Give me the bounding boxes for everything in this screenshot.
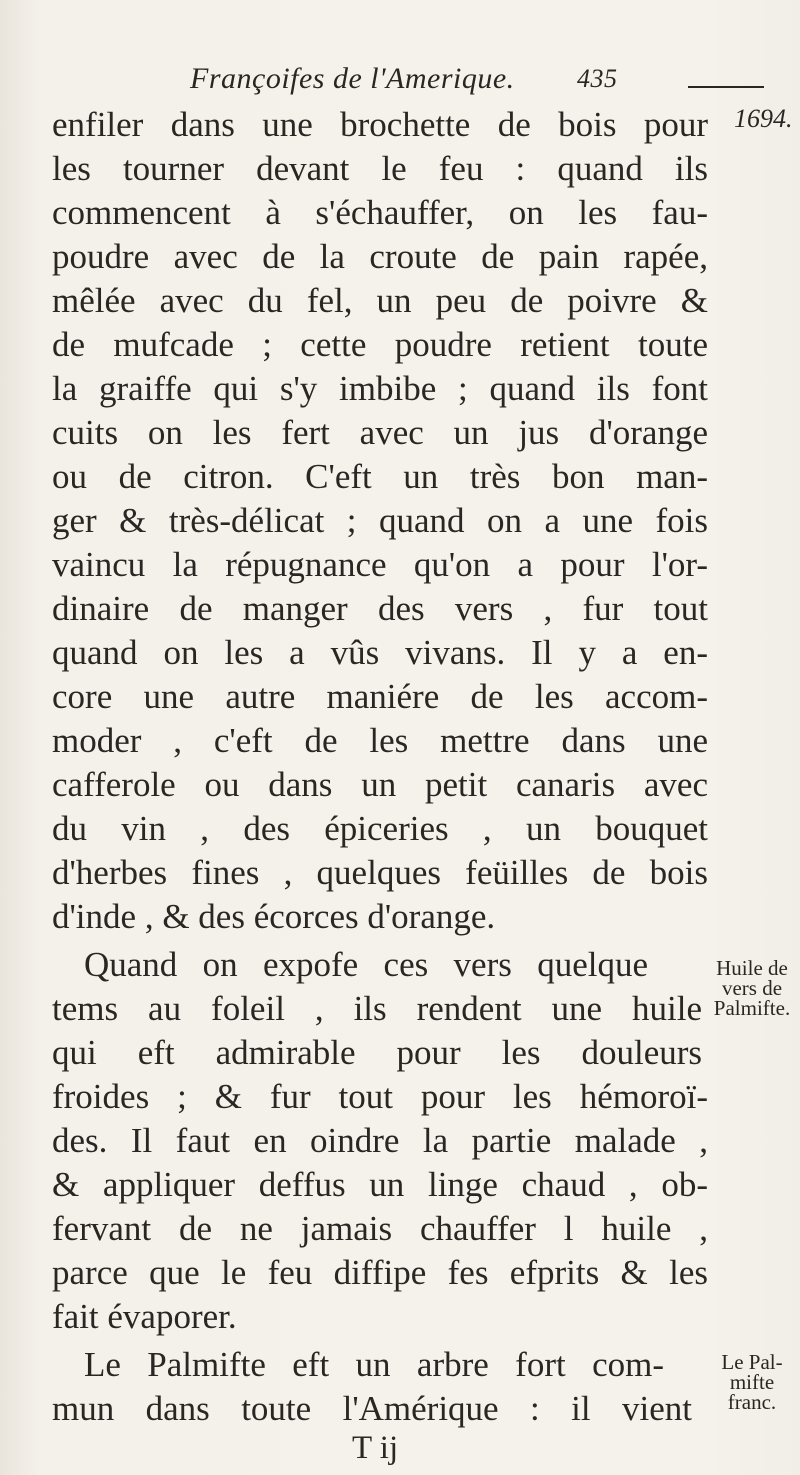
margin-note-line: Huile de	[716, 956, 788, 980]
text-line: cuits on les fert avec un jus d'orange	[52, 413, 708, 452]
margin-note-huile	[712, 958, 792, 1018]
text-line: froides ; & fur tout pour les hémoroï-	[52, 1077, 708, 1116]
text-line: moder , c'eft de les mettre dans une	[52, 721, 708, 760]
text-line: commencent à s'échauffer, on les fau-	[52, 193, 708, 232]
text-line: d'inde , & des écorces d'orange.	[52, 897, 496, 936]
text-line: & appliquer deffus un linge chaud , ob-	[52, 1165, 708, 1204]
margin-note-line: Le Pal-	[721, 1350, 783, 1374]
text-line: fervant de ne jamais chauffer l huile ,	[52, 1209, 708, 1248]
text-line: les tourner devant le feu : quand ils	[52, 149, 708, 188]
text-line: mun dans toute l'Amérique : il vient	[52, 1389, 692, 1428]
text-line: parce que le feu diffipe fes efprits & les	[52, 1253, 708, 1292]
text-line: la graiffe qui s'y imbibe ; quand ils font	[52, 369, 708, 408]
text-line: mêlée avec du fel, un peu de poivre &	[52, 281, 708, 320]
text-line: des. Il faut en oindre la partie malade ,	[52, 1121, 708, 1160]
text-line: ou de citron. C'eft un très bon man-	[52, 457, 708, 496]
text-line: Quand on expofe ces vers quelque	[84, 945, 648, 984]
text-line: tems au foleil , ils rendent une huile	[52, 989, 702, 1028]
margin-note-line: mifte	[729, 1370, 775, 1394]
text-line: fait évaporer.	[52, 1297, 237, 1336]
signature-mark: T ij	[352, 1430, 399, 1466]
margin-note-line: franc.	[727, 1390, 777, 1414]
margin-note-line: vers de	[721, 976, 783, 1000]
text-line: quand on les a vûs vivans. Il y a en-	[52, 633, 708, 672]
text-line: dinaire de manger des vers , fur tout	[52, 589, 708, 628]
margin-note-palmiste	[712, 1352, 792, 1412]
text-line: poudre avec de la croute de pain rapée,	[52, 237, 708, 276]
text-line: cafferole ou dans un petit canaris avec	[52, 765, 708, 804]
text-line: vaincu la répugnance qu'on a pour l'or-	[52, 545, 708, 584]
text-line: Le Palmifte eft un arbre fort com-	[84, 1345, 664, 1384]
text-line: du vin , des épiceries , un bouquet	[52, 809, 708, 848]
year-marginal: 1694.	[734, 104, 793, 133]
page-number: 435	[577, 64, 618, 93]
text-line: qui eft admirable pour les douleurs	[52, 1033, 702, 1072]
margin-note-line: Palmifte.	[713, 996, 791, 1020]
running-title: Françoifes de l'Amerique.	[190, 62, 515, 95]
text-line: core une autre maniére de les accom-	[52, 677, 708, 716]
text-line: d'herbes fines , quelques feüilles de bois	[52, 853, 708, 892]
text-line: ger & très-délicat ; quand on a une fois	[52, 501, 708, 540]
text-line: de mufcade ; cette poudre retient toute	[52, 325, 708, 364]
text-line: enfiler dans une brochette de bois pour	[52, 105, 708, 144]
